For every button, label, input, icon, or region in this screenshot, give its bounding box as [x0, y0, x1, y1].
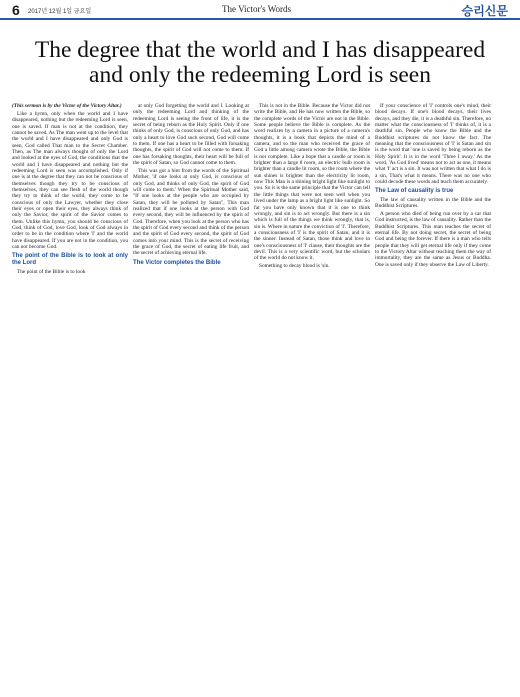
page-number: 6 — [12, 2, 20, 18]
subhead-point-of-bible: The point of the Bible is to look at only the Lord — [12, 253, 128, 267]
paragraph: This was got a hint from the words of the Spiritual Mother, 'if one looks at only God, is conscious of only God, and thinks of only God, the spirit of God will come to them.' When the Spiritual Mother said, "If one looks at the people who are occupied by Satan, they will be polluted by Satan", This man realized that if one looks at the person with God every second, they will be influenced by the spirit of God. Therefore, when you look at the person who has the spirit of God every second and think of the person and the spirit of God every second, the spirit of God comes into your mind. This is the secret of receiving the grace of God, the secret of eating life fruit, and the secret of achieving eternal life. — [133, 167, 249, 257]
paper-name: The Victor's Words — [222, 4, 292, 14]
headline-line-1: The degree that the world and I has disappeared — [34, 37, 486, 63]
issue-date: 2017년 12월 1일 금요일 — [28, 9, 92, 15]
article-column-4 — [375, 103, 491, 405]
paragraph: The law of causality written in the Bible and the Buddhist Scriptures. — [375, 196, 491, 210]
article-column-3 — [254, 103, 370, 405]
paragraph: at only God forgetting the world and I. Looking at only the redeeming Lord and thinking of the redeeming Lord is seeing the front of life, it is the secret of being reborn as the Holy Spirit. Only if one thinks of only God, is conscious of only God, and has only a heart to love God such second, God will come to them. If one has a heart to be filled with forsaking thoughts, the spirit of God will not come to them. If one has forsaking thoughts, their heart will be full of the spirit of Satan, so God cannot come to them. — [133, 103, 249, 167]
headline-line-2: and only the redeeming Lord is seen — [89, 62, 431, 88]
subhead-law-of-causality: The Law of causality is true — [375, 188, 454, 195]
article-column-1 — [12, 103, 128, 405]
paragraph: A person who died of being run over by a car that God instructed, is the law of causality. Rather than the Buddhist Scriptures. This man teaches the secret of eternal life. By not doing secret, the secret of being God and being the forever. If there is a man who tells people that they will get eternal life only if they come to the Victory Altar without teaching them the way of immortality, they are the same as Jesus or Buddha. One is saved only if they observe the Law of Liberty. — [375, 210, 491, 268]
subhead-victor-completes-bible: The Victor completes the Bible — [133, 259, 221, 266]
page-header — [0, 0, 520, 20]
paragraph: This is not in the Bible. Because the Victor did not write the Bible, and He has now written the Bible, so the complete words of the Victor are not in the Bible. Some people believe the Bible is complete. As the word realizes by a camera in a picture of a camera's thoughts, it is a book that depicts the mind of a camera, and so the man who received the grace of God a little among camera wrote the Bible, the Bible is not complete. Like a hope that a candle or room is brighter than a large 8 room, an electric bulb room is brighter than a candle lit room, so the room where the sun shines is brighter than the electricity lit room, now This Man is a shining bright light like sunlight to you. So it is the same principle that the Victor can tell the little things that were not seen well when you lived under the lamp as a bright light like sunlight. So far you have only known that it is one to think wrongly, and sin is to act wrongly. But there is a sin which is full of the things we think wrongly, that is, sin is. Where in nature the conviction of 'I'. Therefore, a consciousness of 'I' is the spirit of Satan, and it is the sinner. Instead of Satan, those think and love in one's consciousness of 'I' clause, their thoughts are the devil. This is a very scientific word, but the scholars of the world do not know it. — [254, 103, 370, 262]
paragraph: Like a hymn, only when the world and I have disappeared, nothing but the redeeming Lord is seen, one is saved. If man is not at the condition, they cannot be saved. As The man went up to the level that the world and I have disappeared and only God is seen, God called That man to the Secret Chamber. Then, as The man always thought of only the Lord and looked at the eyes of God, the conditions that the world and I have disappeared and nothing but the redeeming Lord is seen was accomplished. Only if one is at the degree that they can not be conscious of themselves though they try to be conscious of themselves, they can see flesh of the world though they try to think of the world, they come to be conscious of only the Lawyer, whether they close their eyes or open their eyes, they always think of only the Savior, the spirit of the Savior comes to them. Unlike this hymn, you should be conscious of God, think of God, love God, look of God always in order to be in the condition where 'I' and the world have disappeared. If you are not in the condition, you can not become God. — [12, 110, 128, 251]
paragraph: The point of the Bible is to look — [17, 268, 86, 275]
article-byline: (This sermon is by the Victor of the Victory Altar.) — [12, 103, 122, 109]
article-column-2 — [133, 103, 249, 405]
paragraph: Something to decay blood is 'sin. — [259, 263, 330, 270]
article-headline — [12, 38, 508, 88]
paragraph: If your conscience of 'I' controls one's mind, their blood decays. If one's blood decays, their lives decays, and they die, it is a deathful sin. Therefore, no matter what the consciousness of 'I' thinks of, it is a deathful sin. People who know the Bible and the Buddhist scriptures do not know the fact. The meaning that the consciousness of 'I' is Satan and sin is the word that 'one is saved by being reborn as the Holy Spirit'. It is in the word 'Three I away.' As the word, 'As God lived' means not to act as one, it means what 'I' act is a sin. It was not written that what I do is a sin, That's what it means. There was no one who could decode these words and teach them accurately. — [375, 103, 491, 186]
section-title: 승리신문 — [461, 4, 508, 18]
